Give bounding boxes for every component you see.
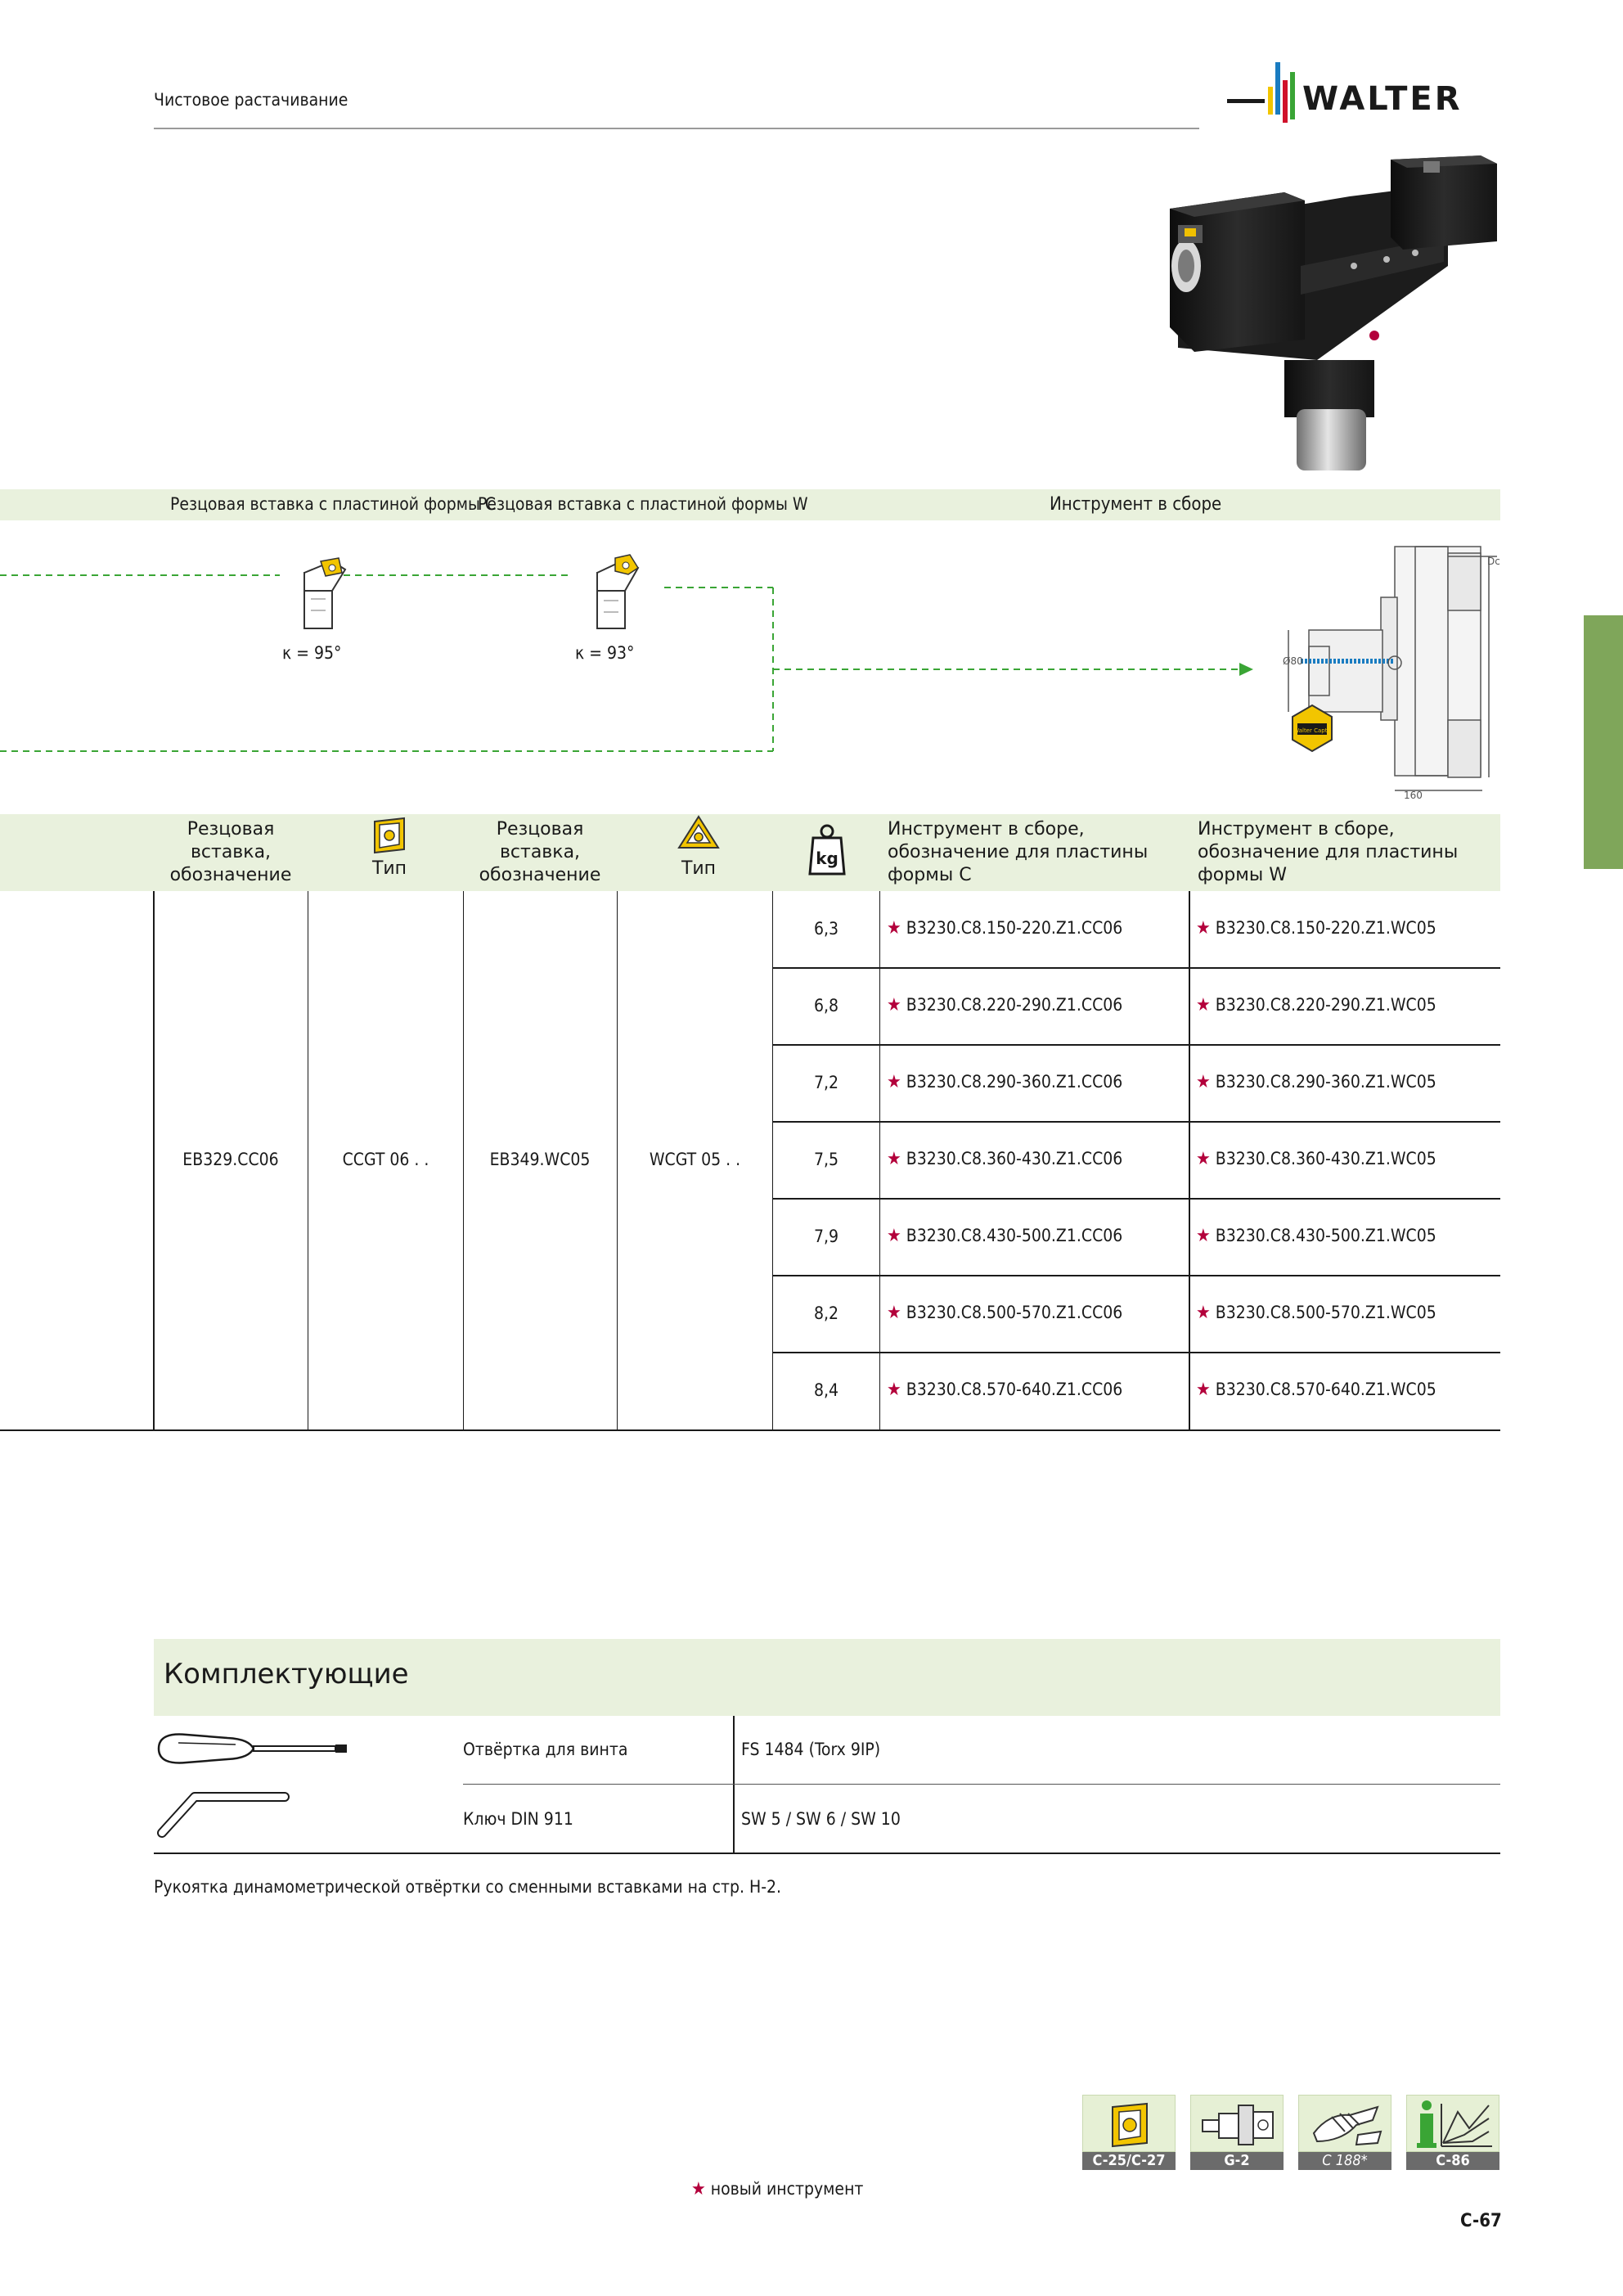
weight-icon (808, 823, 846, 877)
merged-type-w: WCGT 05 . . (649, 1150, 741, 1169)
insert-c-shape-icon (370, 817, 409, 854)
table-row-asm-w: ★ B3230.C8.290-360.Z1.WC05 (1196, 1072, 1436, 1092)
th-assembly-w: Инструмент в сборе, обозначение для пластины формы W (1198, 819, 1459, 885)
new-tool-label: новый инструмент (710, 2179, 864, 2199)
accessories-divider (733, 1716, 735, 1853)
table-row-asm-w: ★ B3230.C8.150-220.Z1.WC05 (1196, 918, 1436, 939)
table-row-weight: 7,9 (813, 1227, 839, 1246)
dim-dc-label: Dc (1487, 556, 1500, 567)
assembly-drawing-icon (1288, 547, 1497, 790)
table-row-asm-w: ★ B3230.C8.500-570.Z1.WC05 (1196, 1303, 1436, 1323)
logo-bar-red (1283, 80, 1288, 123)
logo-bar-blue (1275, 62, 1280, 115)
ref-label: C-86 (1406, 2152, 1499, 2170)
table-row-asm-c: ★ B3230.C8.500-570.Z1.CC06 (887, 1303, 1123, 1323)
accessory-name: Ключ DIN 911 (463, 1809, 573, 1829)
insert-w-shape-icon (677, 815, 720, 854)
svg-text:kg: kg (816, 849, 838, 868)
table-row-asm-c: ★ B3230.C8.220-290.Z1.CC06 (887, 995, 1123, 1015)
accessories-title: Комплектующие (164, 1658, 409, 1690)
dim-d80-label: Ø80 (1283, 655, 1303, 667)
th-insert-c: Резцовая вставка, обозначение (169, 819, 292, 885)
logo-text: WALTER (1302, 80, 1463, 118)
ref-label: C 188* (1298, 2152, 1391, 2170)
accessories-bottom-rule (154, 1853, 1500, 1854)
kappa-c-label: κ = 95° (282, 643, 342, 663)
kappa-w-label: κ = 93° (575, 643, 635, 663)
header-rule (154, 128, 1199, 129)
ref-adapter[interactable] (1190, 2095, 1284, 2170)
table-row-asm-c: ★ B3230.C8.570-640.Z1.CC06 (887, 1380, 1123, 1400)
product-photo (1162, 151, 1513, 475)
th-insert-w: Резцовая вставка, обозначение (479, 819, 601, 885)
ref-insert[interactable] (1082, 2095, 1176, 2170)
insert-icon (1083, 2096, 1176, 2153)
accessory-name: Отвёртка для винта (463, 1740, 628, 1759)
info-icon (1407, 2096, 1500, 2153)
section-title: Чистовое растачивание (154, 90, 348, 110)
ref-info[interactable] (1406, 2095, 1499, 2170)
dim-160-label: 160 (1404, 790, 1423, 801)
table-row-asm-w: ★ B3230.C8.430-500.Z1.WC05 (1196, 1226, 1436, 1246)
th-type-c: Тип (371, 858, 407, 879)
logo-bar-yellow (1268, 87, 1273, 115)
page-number: C-67 (1460, 2211, 1502, 2231)
allen-key-icon (154, 1785, 293, 1841)
accessory-value: FS 1484 (Torx 9IP) (741, 1740, 881, 1759)
new-tool-star-icon: ★ (691, 2179, 706, 2199)
th-type-w: Тип (681, 858, 717, 879)
accessory-value: SW 5 / SW 6 / SW 10 (741, 1809, 901, 1829)
logo-bar-green (1290, 72, 1295, 119)
merged-type-c: CCGT 06 . . (342, 1150, 429, 1169)
table-row-asm-w: ★ B3230.C8.360-430.Z1.WC05 (1196, 1149, 1436, 1169)
table-row-asm-c: ★ B3230.C8.150-220.Z1.CC06 (887, 918, 1123, 939)
cutting-data-icon (1299, 2096, 1392, 2153)
ref-cutting-data[interactable] (1298, 2095, 1391, 2170)
table-row-weight: 8,4 (813, 1380, 839, 1400)
table-row-asm-c: ★ B3230.C8.430-500.Z1.CC06 (887, 1226, 1123, 1246)
table-row-weight: 7,2 (813, 1073, 839, 1092)
table-row-asm-c: ★ B3230.C8.360-430.Z1.CC06 (887, 1149, 1123, 1169)
band-label-insert-c: Резцовая вставка с пластиной формы C (170, 494, 497, 514)
accessories-footnote: Рукоятка динамометрической отвёртки со сменными вставками на стр. H-2. (154, 1877, 782, 1897)
ref-label: G-2 (1190, 2152, 1284, 2170)
adapter-icon (1191, 2096, 1284, 2153)
band-label-assembly: Инструмент в сборе (1050, 494, 1222, 515)
table-row-weight: 6,8 (813, 996, 839, 1015)
capto-badge-text: Walter Capto (1293, 727, 1331, 734)
flow-arrow (1239, 663, 1253, 676)
insert-holder-w-icon (597, 555, 638, 628)
walter-logo (1227, 61, 1505, 134)
table-row-weight: 7,5 (813, 1150, 839, 1169)
new-tool-legend (691, 2179, 863, 2199)
th-assembly-c: Инструмент в сборе, обозначение для пластины формы C (888, 819, 1149, 885)
ref-label: C-25/C-27 (1082, 2152, 1176, 2170)
band-label-insert-w: Резцовая вставка с пластиной формы W (478, 494, 808, 514)
table-row-weight: 6,3 (813, 919, 839, 939)
table-row-weight: 8,2 (813, 1303, 839, 1323)
merged-insert-c: EB329.CC06 (182, 1150, 279, 1169)
insert-holder-c-icon (304, 558, 345, 628)
assembly-diagram (0, 524, 1623, 802)
table-row-asm-c: ★ B3230.C8.290-360.Z1.CC06 (887, 1072, 1123, 1092)
table-row-asm-w: ★ B3230.C8.570-640.Z1.WC05 (1196, 1380, 1436, 1400)
merged-insert-w: EB349.WC05 (489, 1150, 591, 1169)
screwdriver-icon (154, 1728, 354, 1769)
accessories-row-separator (463, 1784, 1500, 1785)
table-row-asm-w: ★ B3230.C8.220-290.Z1.WC05 (1196, 995, 1436, 1015)
